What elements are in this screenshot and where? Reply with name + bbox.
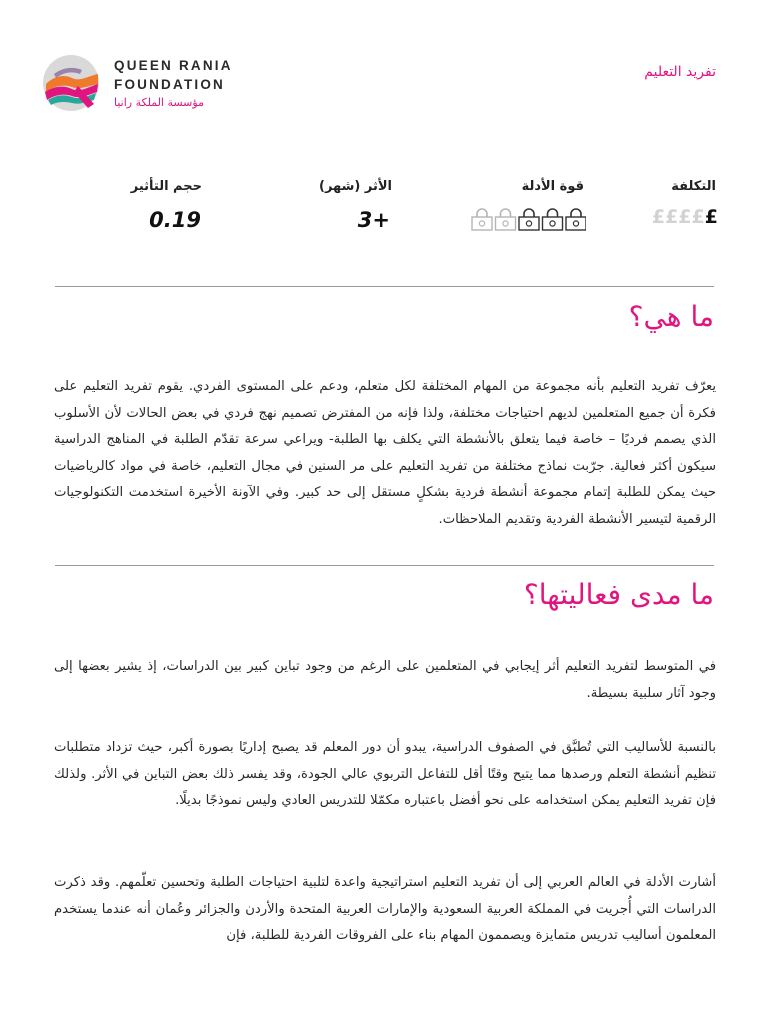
section-heading-what: ما هي؟ bbox=[628, 300, 714, 333]
cost-rating bbox=[652, 206, 718, 228]
section-divider bbox=[55, 565, 714, 566]
padlock-icon bbox=[496, 209, 516, 230]
effect-size-label: حجم التأثير bbox=[130, 179, 202, 194]
padlock-icon bbox=[472, 209, 492, 230]
cost-pound-sign: £ bbox=[651, 206, 666, 228]
cost-pound-sign: £ bbox=[704, 206, 718, 228]
cost-pound-sign: £ bbox=[665, 206, 679, 228]
section-paragraph-what: يعرّف تفريد التعليم بأنه مجموعة من المهام المختلفة لكل متعلم، ودعم على المستوى الفردي. يقوم تفريد التعليم على فكرة أن جميع المتعلمين لديهم احتياجات مختلفة، ولذا فإنه من المفترض تصميم نهج فردي في بعض الحالات لأن الأسلوب الذي يصمم فرديًا – خاصة فيما يتعلق بالأنشطة التي يكلف بها الطلبة- ويراعي سرعة تقدّم الطلبة في المناهج الدراسية سيكون أكثر فعالية. جرّبت نماذج مختلفة من تفريد التعليم على مر السنين في مجال التعليم، خاصة في مواد كالرياضيات حيث يمكن للطلبة إتمام مجموعة أنشطة فردية بشكلٍ مستقل إلى حد كبير. وفي الآونة الأخيرة استخدمت التكنولوجيات الرقمية لتيسير الأنشطة الفردية وتقديم الملاحظات. bbox=[54, 379, 716, 527]
padlock-icon bbox=[519, 209, 539, 230]
effect-size-value: 0.19 bbox=[149, 208, 201, 232]
section-divider bbox=[55, 286, 714, 287]
padlock-icon bbox=[543, 209, 563, 230]
section-heading-effectiveness: ما مدى فعاليتها؟ bbox=[523, 578, 714, 611]
cost-pound-sign: £ bbox=[691, 206, 705, 228]
foundation-logo[interactable] bbox=[42, 52, 232, 114]
section-paragraph-effectiveness: بالنسبة للأساليب التي تُطبَّق في الصفوف الدراسية، يبدو أن دور المعلم قد يصبح إداريًا بصورة أكبر، حيث تزداد متطلبات تنظيم أنشطة التعلم ورصدها مما يتيح وقتًا أقل للتفاعل التربوي عالي الجودة، وقد يفسر ذلك بعض التباين في الأثر. ولذلك فإن تفريد التعليم يمكن استخدامه على نحو أفضل باعتباره مكمّلا للتدريس العادي وليس نموذجًا بديلًا. bbox=[54, 740, 716, 808]
section-paragraph-effectiveness: أشارت الأدلة في العالم العربي إلى أن تفريد التعليم استراتيجية واعدة لتلبية احتياجات الطلبة وتحسين تعلّمهم. وقد ذكرت الدراسات التي أُجريت في المملكة العربية السعودية والإمارات العربية المتحدة والأردن والجزائر وعُمان أنه عندما يستخدم المعلمون أساليب تدريس متمايزة ويصممون المهام بناء على الفروقات الفردية للطلبة، فإن bbox=[54, 875, 716, 943]
logo-text-line1: QUEEN RANIA bbox=[114, 58, 233, 73]
evidence-strength-rating bbox=[470, 207, 586, 231]
section-paragraph-effectiveness: في المتوسط لتفريد التعليم أثر إيجابي في المتعلمين على الرغم من وجود تباين كبير بين الدراسات، إذ يشير بعضها إلى وجود آثار سلبية بسيطة. bbox=[54, 659, 716, 701]
impact-months-value: 3+ bbox=[357, 208, 390, 232]
logo-text-arabic: مؤسسة الملكة رانيا bbox=[114, 96, 204, 109]
breadcrumb[interactable]: تفريد التعليم bbox=[644, 64, 716, 80]
impact-months-label: الأثر (شهر) bbox=[319, 179, 392, 194]
foundation-logo-icon bbox=[42, 54, 100, 112]
cost-label: التكلفة bbox=[671, 179, 716, 194]
padlock-icon bbox=[566, 209, 586, 230]
logo-text-line2: FOUNDATION bbox=[114, 77, 225, 92]
evidence-strength-label: قوة الأدلة bbox=[521, 179, 584, 194]
cost-pound-sign: £ bbox=[678, 206, 692, 228]
